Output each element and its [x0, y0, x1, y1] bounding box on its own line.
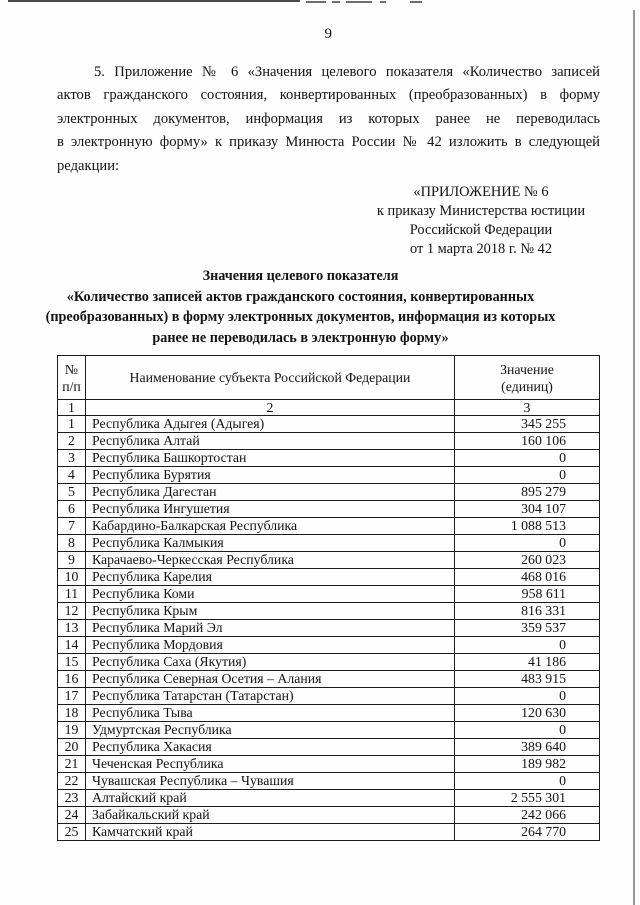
value-cell: 0: [455, 722, 600, 739]
subject-name-cell: Карачаево-Черкесская Республика: [86, 552, 455, 569]
column-number-1: 1: [58, 400, 86, 416]
table-row: [58, 535, 600, 552]
paragraph-line-3: электронных документов, информация из которых ранее не переводилась: [57, 110, 600, 127]
row-number-cell: 2: [58, 433, 86, 450]
table-row: [58, 501, 600, 518]
appendix-ref-line-1: «ПРИЛОЖЕНИЕ № 6: [413, 184, 549, 201]
table-row: [58, 433, 600, 450]
appendix-ref-line-2: к приказу Министерства юстиции: [376, 203, 586, 220]
value-cell: 120 630: [455, 705, 600, 722]
table-row: [58, 450, 600, 467]
row-number-cell: 20: [58, 739, 86, 756]
table-title-line-2: «Количество записей актов гражданского состояния, конвертированных: [66, 288, 535, 305]
subject-name-cell: Забайкальский край: [86, 807, 455, 824]
paragraph-line-4: в электронную форму» к приказу Минюста России № 42 изложить в следующей: [57, 134, 600, 151]
row-number-cell: 13: [58, 620, 86, 637]
row-number-cell: 3: [58, 450, 86, 467]
row-number-cell: 16: [58, 671, 86, 688]
table-row: [58, 739, 600, 756]
value-cell: 0: [455, 467, 600, 484]
value-cell: 895 279: [455, 484, 600, 501]
subject-name-cell: Республика Саха (Якутия): [86, 654, 455, 671]
table-row: [58, 569, 600, 586]
row-number-cell: 17: [58, 688, 86, 705]
value-cell: 1 088 513: [455, 518, 600, 535]
row-number-cell: 24: [58, 807, 86, 824]
row-number-cell: 11: [58, 586, 86, 603]
column-numbers-row: [58, 400, 600, 416]
subject-name-cell: Республика Коми: [86, 586, 455, 603]
value-cell: 816 331: [455, 603, 600, 620]
value-cell: 0: [455, 773, 600, 790]
subject-name-cell: Республика Дагестан: [86, 484, 455, 501]
value-cell: 304 107: [455, 501, 600, 518]
subject-name-cell: Республика Татарстан (Татарстан): [86, 688, 455, 705]
value-cell: 264 770: [455, 824, 600, 841]
table-row: [58, 756, 600, 773]
appendix-reference-block: [362, 183, 600, 259]
row-number-cell: 19: [58, 722, 86, 739]
header-row-number: [58, 356, 86, 400]
table-row: [58, 484, 600, 501]
subject-name-cell: Республика Мордовия: [86, 637, 455, 654]
value-cell: 0: [455, 688, 600, 705]
row-number-cell: 25: [58, 824, 86, 841]
table-header-row: [58, 356, 600, 400]
table-row: [58, 773, 600, 790]
table-row: [58, 620, 600, 637]
subject-name-cell: Республика Марий Эл: [86, 620, 455, 637]
subject-name-cell: Чувашская Республика – Чувашия: [86, 773, 455, 790]
value-cell: 483 915: [455, 671, 600, 688]
subject-name-cell: Республика Алтай: [86, 433, 455, 450]
values-table: [57, 355, 600, 841]
table-row: [58, 467, 600, 484]
table-row: [58, 416, 600, 433]
subject-name-cell: Республика Тыва: [86, 705, 455, 722]
header-value-line1: Значение: [500, 361, 554, 377]
table-row: [58, 722, 600, 739]
table-row: [58, 654, 600, 671]
value-cell: 2 555 301: [455, 790, 600, 807]
table-row: [58, 807, 600, 824]
table-row: [58, 688, 600, 705]
value-cell: 359 537: [455, 620, 600, 637]
table-row: [58, 586, 600, 603]
row-number-cell: 18: [58, 705, 86, 722]
table-title-line-4: ранее не переводилась в электронную форму»: [152, 329, 449, 346]
header-subject-name: Наименование субъекта Российской Федерации: [86, 356, 455, 400]
table-row: [58, 518, 600, 535]
subject-name-cell: Удмуртская Республика: [86, 722, 455, 739]
subject-name-cell: Республика Северная Осетия – Алания: [86, 671, 455, 688]
value-cell: 0: [455, 637, 600, 654]
table-title: [29, 266, 572, 348]
subject-name-cell: Республика Башкортостан: [86, 450, 455, 467]
value-cell: 0: [455, 535, 600, 552]
row-number-cell: 10: [58, 569, 86, 586]
value-cell: 958 611: [455, 586, 600, 603]
row-number-cell: 8: [58, 535, 86, 552]
row-number-cell: 12: [58, 603, 86, 620]
subject-name-cell: Кабардино-Балкарская Республика: [86, 518, 455, 535]
table-row: [58, 671, 600, 688]
paragraph-line-2: актов гражданского состояния, конвертированных (преобразованных) в форму: [57, 87, 600, 104]
page-number: 9: [324, 26, 333, 42]
row-number-cell: 22: [58, 773, 86, 790]
subject-name-cell: Алтайский край: [86, 790, 455, 807]
subject-name-cell: Республика Карелия: [86, 569, 455, 586]
value-cell: 260 023: [455, 552, 600, 569]
column-number-2: 2: [86, 400, 455, 416]
value-cell: 189 982: [455, 756, 600, 773]
header-value: [455, 356, 600, 400]
row-number-cell: 6: [58, 501, 86, 518]
table-row: [58, 637, 600, 654]
subject-name-cell: Республика Калмыкия: [86, 535, 455, 552]
value-cell: 468 016: [455, 569, 600, 586]
value-cell: 242 066: [455, 807, 600, 824]
amendment-paragraph: [57, 61, 600, 178]
table-row: [58, 790, 600, 807]
row-number-cell: 1: [58, 416, 86, 433]
appendix-ref-line-4: от 1 марта 2018 г. № 42: [409, 241, 553, 258]
subject-name-cell: Чеченская Республика: [86, 756, 455, 773]
subject-name-cell: Республика Бурятия: [86, 467, 455, 484]
value-cell: 389 640: [455, 739, 600, 756]
header-num-sign: №: [64, 361, 79, 377]
value-cell: 41 186: [455, 654, 600, 671]
page-content: [45, 0, 600, 841]
value-cell: 160 106: [455, 433, 600, 450]
scan-artifact-right-edge-line: [633, 10, 635, 905]
value-cell: 0: [455, 450, 600, 467]
appendix-ref-line-3: Российской Федерации: [409, 222, 553, 239]
value-cell: 345 255: [455, 416, 600, 433]
table-row: [58, 552, 600, 569]
subject-name-cell: Республика Ингушетия: [86, 501, 455, 518]
table-row: [58, 603, 600, 620]
header-num-abbr: п/п: [62, 378, 81, 394]
subject-name-cell: Республика Адыгея (Адыгея): [86, 416, 455, 433]
subject-name-cell: Камчатский край: [86, 824, 455, 841]
header-value-line2: (единиц): [501, 378, 553, 394]
row-number-cell: 23: [58, 790, 86, 807]
row-number-cell: 14: [58, 637, 86, 654]
paragraph-line-1: 5. Приложение № 6 «Значения целевого показателя «Количество записей: [94, 64, 600, 80]
row-number-cell: 7: [58, 518, 86, 535]
row-number-cell: 4: [58, 467, 86, 484]
row-number-cell: 15: [58, 654, 86, 671]
subject-name-cell: Республика Крым: [86, 603, 455, 620]
row-number-cell: 9: [58, 552, 86, 569]
table-row: [58, 824, 600, 841]
row-number-cell: 21: [58, 756, 86, 773]
table-row: [58, 705, 600, 722]
table-title-line-1: Значения целевого показателя: [202, 268, 399, 285]
column-number-3: 3: [455, 400, 600, 416]
subject-name-cell: Республика Хакасия: [86, 739, 455, 756]
table-title-line-3: (преобразованных) в форму электронных документов, информация из которых: [45, 309, 556, 326]
paragraph-line-5: редакции:: [57, 157, 120, 174]
row-number-cell: 5: [58, 484, 86, 501]
